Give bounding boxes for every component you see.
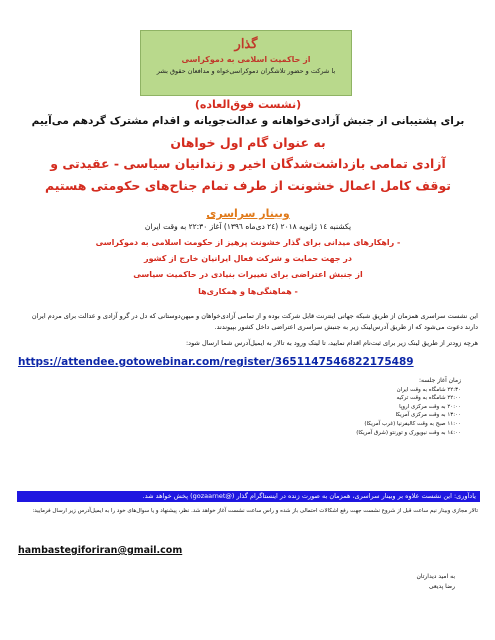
date-line: یکشنبه ١٤ ژانویه ٢٠١٨ (٢٤ دی‌ماه ١٣٩٦) آغاز ٢٢:٣٠ به وقت ایران <box>144 222 352 231</box>
topic-line: در جهت حمایت و شرکت فعال ایرانیان خارج از کشور <box>143 254 352 263</box>
register-link[interactable]: https://attendee.gotowebinar.com/register/3651147546822175489 <box>18 356 414 368</box>
header-banner <box>140 30 352 96</box>
signature-line: به امید دیدارتان <box>416 573 455 580</box>
schedule-item: ٢٠:٠٠ به وقت مرکزی اروپا <box>399 403 461 410</box>
schedule-item: ١١:٠٠ صبح به وقت کالیفرنیا (غرب آمریکا) <box>364 420 461 427</box>
header-title: گذار <box>234 37 258 52</box>
contact-email-link[interactable]: hambastegiforiran@gmail.com <box>18 545 183 556</box>
schedule-item: ٢٢:٣٠ شامگاه به وقت ایران <box>396 386 461 393</box>
slogan-line: به عنوان گام اول خواهان <box>170 135 326 150</box>
intro-line: برای پشتیبانی از جنبش آزادی‌خواهانه و عدالت‌جویانه و اقدام مشترک گردهم می‌آییم <box>31 115 465 127</box>
slogan-line: آزادی تمامی بازداشت‌شدگان اخیر و زندانیان سیاسی - عقیدتی و <box>50 156 446 171</box>
slogan-line: توقف کامل اعمال خشونت از طرف تمام جناح‌های حکومتی هستیم <box>45 178 451 193</box>
topic-line: - راهکارهای میدانی برای گذار خشونت پرهیز از حکومت اسلامی به دموکراسی <box>95 238 401 247</box>
header-subtitle: از حاکمیت اسلامی به دموکراسی <box>181 55 311 64</box>
reminder-banner: یادآوری: این نشست علاوه بر وبینار سراسری، همزمان به صورت زنده در اینستاگرام گذار (@gozaarnet) پخش خواهد شد. <box>17 491 480 502</box>
schedule-list <box>261 377 461 437</box>
signature-name: رضا پدیعی <box>428 583 455 590</box>
schedule-item: ١٤:٠٠ به وقت نیویورک و تورنتو (شرق آمریکا) <box>356 429 461 436</box>
webinar-title: وبینار سراسری <box>206 207 290 220</box>
signature <box>416 572 455 592</box>
session-label: (نشست فوق‌العاده) <box>194 98 302 111</box>
topic-line: از جنبش اعتراضی برای تغییرات بنیادی در حاکمیت سیاسی <box>133 270 363 279</box>
after-note: تالار مجازی وبینار نیم ساعت قبل از شروع نشست جهت رفع اشکالات احتمالی باز شده و راس ساعت نشست آغاز خواهد شد. نظر، پیشنهاد و یا سوال‌های خود را به ایمیل‌آدرس زیر ارسال فرمایید: <box>32 508 478 514</box>
schedule-item: ٢٢:٠٠ شامگاه به وقت ترکیه <box>396 395 461 402</box>
register-note: هرچه زودتر از طریق لینک زیر برای ثبت‌نام اقدام نمایید، تا لینک ورود به تالار به ایمیل‌آدرس شما ارسال شود: <box>185 339 478 347</box>
schedule-label: زمان آغاز جلسه: <box>419 377 461 384</box>
invitation-paragraph: این نشست سراسری همزمان از طریق شبکه جهانی اینترنت قابل شرکت بوده و از تمامی آزادی‌خواهان و میهن‌دوستانی که دل در گرو آزادی و عدالت برای مردم ایران دارند دعوت می‌شود که از طریق آدرس‌لینک زیر به جنبش سراسری اعتراضی داخل کشور بپیوندند. <box>31 312 478 331</box>
header-tagline: با شرکت و حضور تلاشگران دموکراسی‌خواه و مدافعان حقوق بشر <box>156 67 336 75</box>
schedule-item: ١٣:٠٠ به وقت مرکزی آمریکا <box>395 412 461 419</box>
topic-line: - هماهنگی‌ها و همکاری‌ها <box>198 287 298 296</box>
